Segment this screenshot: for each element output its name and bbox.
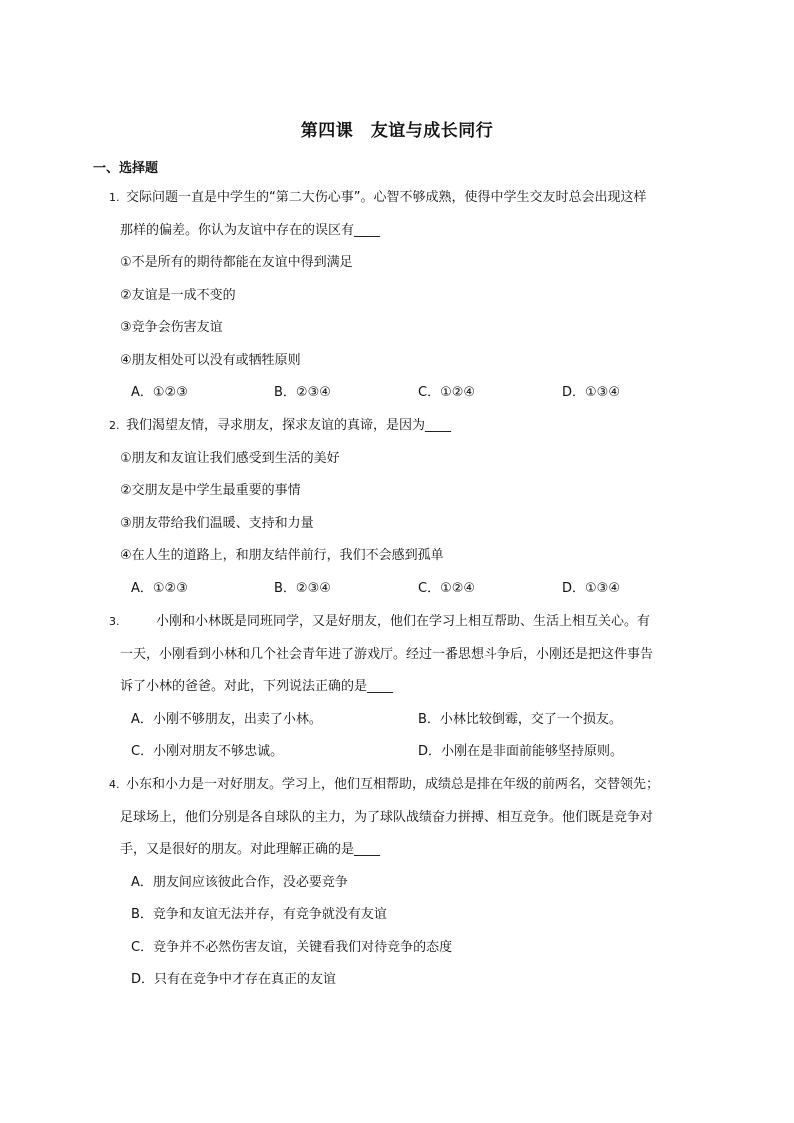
option-b: B．②③④: [274, 385, 331, 400]
option-d: D．①③④: [562, 581, 620, 596]
question-text: 诉了小林的爸爸。对此，下列说法正确的是____: [120, 679, 394, 694]
statement: ①不是所有的期待都能在友谊中得到满足: [120, 255, 353, 270]
statement: ①朋友和友谊让我们感受到生活的美好: [120, 451, 340, 466]
statement: ③竞争会伤害友谊: [120, 320, 223, 335]
question-text: 小东和小力是一对好朋友。学习上，他们互相帮助，成绩总是排在年级的前两名，交替领先；: [126, 777, 660, 792]
page-title: 第四课 友谊与成长同行: [300, 121, 494, 141]
option-d: D．小刚在是非面前能够坚持原则。: [418, 744, 624, 759]
question-number: 1.: [109, 191, 120, 204]
option-a: A．①②③: [131, 581, 188, 596]
option-a: A．小刚不够朋友，出卖了小林。: [131, 712, 322, 727]
question-number: 3.: [109, 615, 120, 628]
option-b: B．竞争和友谊无法并存，有竞争就没有友谊: [131, 907, 387, 922]
option-c: C．①②④: [418, 385, 476, 400]
question-text: 那样的偏差。你认为友谊中存在的误区有____: [120, 223, 381, 238]
question-number: 4.: [109, 778, 120, 791]
option-c: C．小刚对朋友不够忠诚。: [131, 744, 284, 759]
question-text: 我们渴望友情，寻求朋友，探求友谊的真谛，是因为____: [126, 418, 452, 433]
option-a: A．朋友间应该彼此合作，没必要竞争: [131, 875, 348, 890]
question-text: 一天，小刚看到小林和几个社会青年进了游戏厅。经过一番思想斗争后，小刚还是把这件事告: [120, 647, 654, 662]
question-text: 手，又是很好的朋友。对此理解正确的是____: [120, 842, 381, 857]
option-b: B．②③④: [274, 581, 331, 596]
question-text: 交际问题一直是中学生的“第二大伤心事”。心智不够成熟，使得中学生交友时总会出现这样: [126, 190, 647, 205]
question-text: 足球场上，他们分别是各自球队的主力，为了球队战绩奋力拼搏、相互竞争。他们既是竞争对: [120, 810, 654, 825]
option-c: C．①②④: [418, 581, 476, 596]
section-heading: 一、选择题: [93, 161, 159, 176]
question-text: 小刚和小林既是同班同学，又是好朋友，他们在学习上相互帮助、生活上相互关心。有: [156, 614, 651, 629]
option-c: C．竞争并不必然伤害友谊，关键看我们对待竞争的态度: [131, 940, 453, 955]
option-a: A．①②③: [131, 385, 188, 400]
statement: ④朋友相处可以没有或牺牲原则: [120, 353, 301, 368]
option-d: D．只有在竞争中才存在真正的友谊: [131, 972, 337, 987]
statement: ②交朋友是中学生最重要的事情: [120, 483, 301, 498]
statement: ②友谊是一成不变的: [120, 288, 236, 303]
option-b: B．小林比较倒霉，交了一个损友。: [418, 712, 622, 727]
statement: ③朋友带给我们温暖、支持和力量: [120, 516, 314, 531]
question-number: 2.: [109, 419, 120, 432]
option-d: D．①③④: [562, 385, 620, 400]
statement: ④在人生的道路上，和朋友结伴前行，我们不会感到孤单: [120, 548, 444, 563]
